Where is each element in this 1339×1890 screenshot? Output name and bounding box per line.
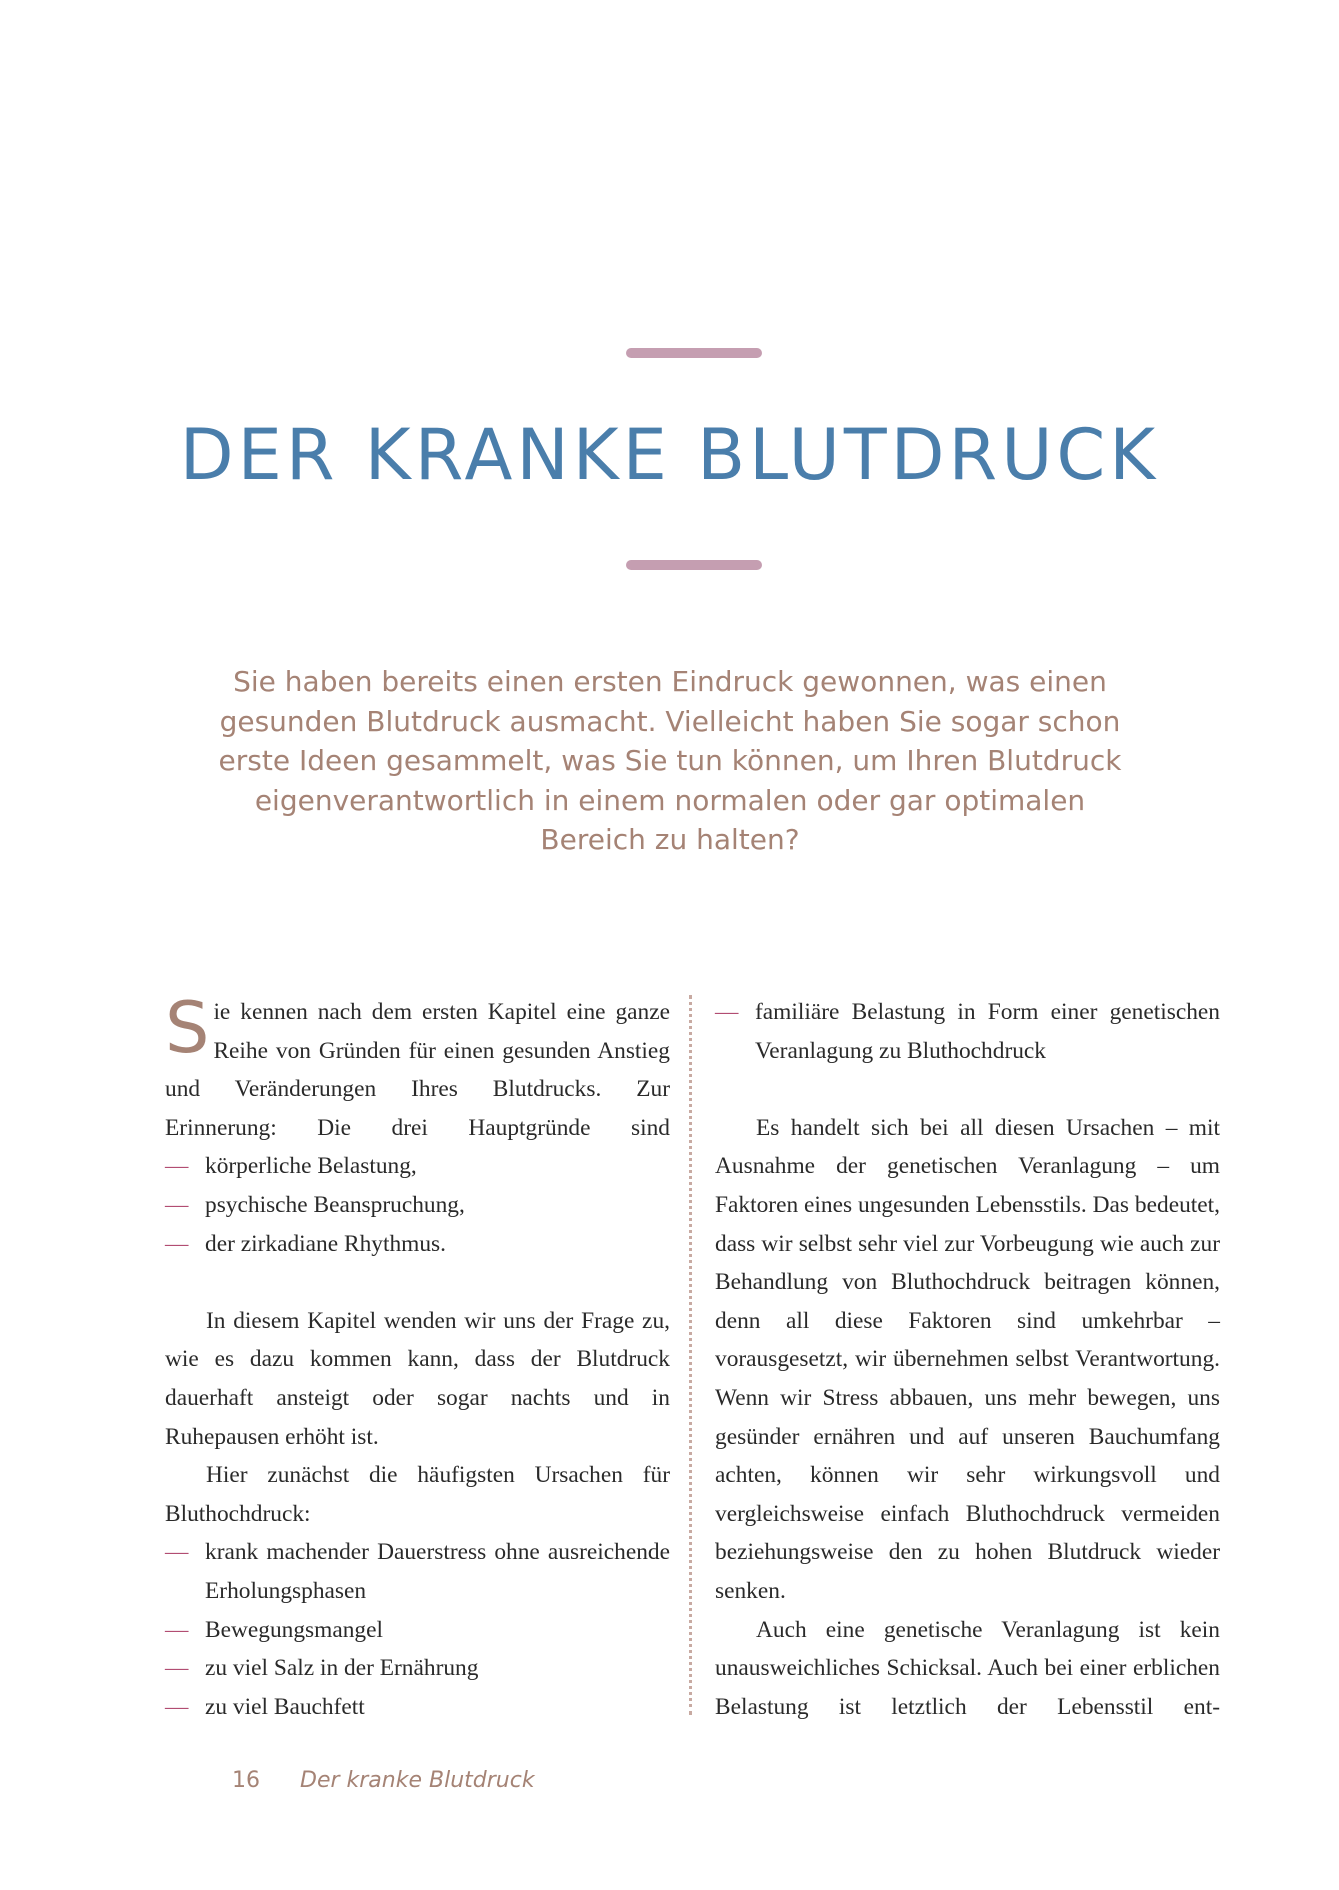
title-rule-bottom <box>626 560 762 570</box>
dash-bullet: — <box>165 1539 189 1566</box>
dash-bullet: — <box>165 1616 189 1643</box>
list-item <box>165 1186 670 1225</box>
list-item-text: der zirkadiane Rhythmus. <box>205 1230 446 1257</box>
list-item-text: zu viel Bauchfett <box>205 1693 365 1720</box>
title-rule-top <box>626 348 762 358</box>
list-item-text: psychische Beanspruchung, <box>205 1191 465 1218</box>
right-column <box>715 993 1220 1726</box>
dash-bullet: — <box>165 1693 189 1720</box>
paragraph: Auch eine genetische Veranlagung ist kein unausweichliches Schicksal. Auch bei einer erblichen Belastung ist letztlich der Lebensstil ent- <box>715 1616 1220 1720</box>
list-item-text: familiäre Belastung in Form einer genetischen Veranlagung zu Bluthochdruck <box>755 999 1220 1064</box>
column-divider <box>689 995 692 1715</box>
list-item <box>165 1533 670 1610</box>
running-title: Der kranke Blutdruck <box>300 1768 535 1793</box>
drop-cap: S <box>165 987 210 1069</box>
list-item-text: Bewegungsmangel <box>205 1616 383 1643</box>
left-column <box>165 987 670 1726</box>
paragraph: In diesem Kapitel wenden wir uns der Frage zu, wie es dazu kommen kann, dass der Blutdruck dauerhaft ansteigt oder sogar nachts und in Ruhepausen erhöht ist. <box>165 1307 670 1450</box>
list-item <box>165 1147 670 1186</box>
list-item-text: krank machender Dauerstress ohne ausreichende Erholungsphasen <box>205 1539 670 1604</box>
dash-bullet: — <box>165 1230 189 1257</box>
dash-bullet: — <box>165 1191 189 1218</box>
list-item <box>165 1649 670 1688</box>
intro-text: Sie haben bereits einen ersten Eindruck gewonnen, was einen gesunden Blutdruck ausmacht. Vielleicht haben Sie sogar schon erste Ideen gesammelt, was Sie tun können, um Ihren Blutdruck eigenverantwortlich in einem normalen oder gar optimalen Bereich zu halten? <box>218 665 1122 856</box>
list-item-text: körperliche Belastung, <box>205 1153 417 1180</box>
list-item <box>165 1611 670 1650</box>
list-item <box>715 993 1220 1070</box>
list-item <box>165 1688 670 1727</box>
paragraph: Hier zunächst die häufigsten Ursachen für Bluthochdruck: <box>165 1462 670 1527</box>
dash-bullet: — <box>715 999 739 1025</box>
list-item-text: zu viel Salz in der Ernährung <box>205 1655 479 1682</box>
page-number: 16 <box>232 1768 260 1793</box>
paragraph: Es handelt sich bei all diesen Ursachen – mit Ausnahme der genetischen Veranlagung – um Faktoren eines ungesunden Lebensstils. Das bedeutet, dass wir selbst sehr viel zur Vorbeugung wie auch zur Behandlung von Bluthochdruck beitragen können, denn all diese Faktoren sind umkehrbar – vorausgesetzt, wir übernehmen selbst Verantwortung. Wenn wir Stress abbauen, uns mehr bewegen, uns gesünder ernähren und auf unseren Bauchumfang achten, können wir sehr wirkungsvoll und vergleichsweise einfach Bluthochdruck vermeiden beziehungsweise den zu hohen Blutdruck wieder senken. <box>715 1114 1220 1604</box>
opening-paragraph <box>165 987 670 1147</box>
opening-paragraph-text: ie kennen nach dem ersten Kapitel eine ganze Reihe von Gründen für einen gesunden Anstieg und Veränderungen Ihres Blutdrucks. Zur Erinnerung: Die drei Hauptgründe sind <box>165 999 670 1141</box>
list-item <box>165 1225 670 1264</box>
dash-bullet: — <box>165 1153 189 1180</box>
chapter-title: DER KRANKE BLUTDRUCK <box>179 414 1160 496</box>
dash-bullet: — <box>165 1655 189 1682</box>
